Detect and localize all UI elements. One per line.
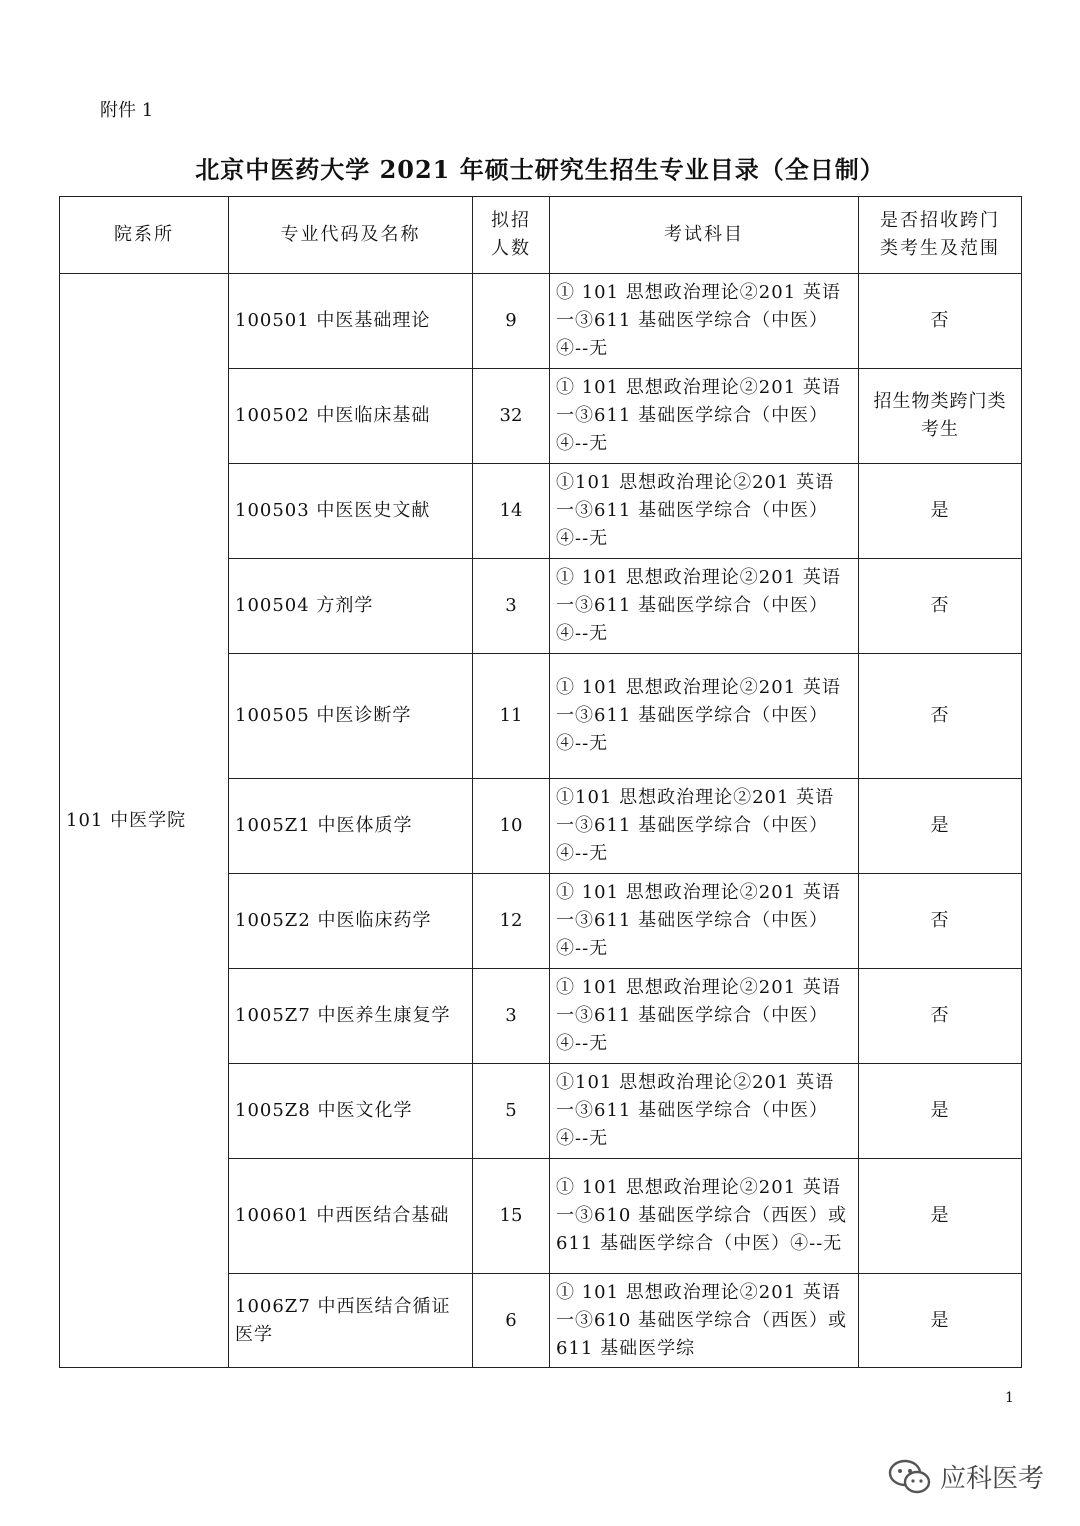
catalog-table xyxy=(59,196,1022,1368)
wechat-icon xyxy=(888,1459,932,1495)
page-number: 1 xyxy=(1005,1390,1014,1406)
cross-cell: 是 xyxy=(859,1064,1022,1159)
cross-cell: 是 xyxy=(859,1274,1022,1368)
quota-cell: 32 xyxy=(473,369,550,464)
cross-cell: 否 xyxy=(859,654,1022,779)
header-cross-line1: 是否招收跨门 xyxy=(880,210,1000,231)
quota-cell: 12 xyxy=(473,874,550,969)
header-subjects: 考试科目 xyxy=(550,197,859,274)
header-dept: 院系所 xyxy=(60,197,229,274)
cross-cell: 招生物类跨门类考生 xyxy=(859,369,1022,464)
major-cell: 100502 中医临床基础 xyxy=(229,369,473,464)
subjects-cell: ① 101 思想政治理论②201 英语一③611 基础医学综合（中医）④--无 xyxy=(550,559,859,654)
quota-cell: 10 xyxy=(473,779,550,874)
document-title: 北京中医药大学 2021 年硕士研究生招生专业目录（全日制） xyxy=(195,155,885,184)
header-quota-line2: 人数 xyxy=(491,238,531,259)
major-cell: 1005Z1 中医体质学 xyxy=(229,779,473,874)
quota-cell: 3 xyxy=(473,969,550,1064)
quota-cell: 14 xyxy=(473,464,550,559)
cross-cell: 是 xyxy=(859,779,1022,874)
subjects-cell: ① 101 思想政治理论②201 英语一③611 基础医学综合（中医）④--无 xyxy=(550,969,859,1064)
cross-cell: 否 xyxy=(859,969,1022,1064)
header-major: 专业代码及名称 xyxy=(229,197,473,274)
major-cell: 100503 中医医史文献 xyxy=(229,464,473,559)
watermark xyxy=(888,1458,1044,1495)
subjects-cell: ① 101 思想政治理论②201 英语一③611 基础医学综合（中医）④--无 xyxy=(550,369,859,464)
subjects-cell: ①101 思想政治理论②201 英语一③611 基础医学综合（中医）④--无 xyxy=(550,464,859,559)
table-header-row xyxy=(60,197,1022,274)
major-cell: 100505 中医诊断学 xyxy=(229,654,473,779)
header-quota xyxy=(473,197,550,274)
header-cross xyxy=(859,197,1022,274)
subjects-cell: ①101 思想政治理论②201 英语一③611 基础医学综合（中医）④--无 xyxy=(550,1064,859,1159)
major-cell: 1006Z7 中西医结合循证医学 xyxy=(229,1274,473,1368)
major-cell: 1005Z7 中医养生康复学 xyxy=(229,969,473,1064)
dept-cell: 101 中医学院 xyxy=(60,274,229,1368)
major-cell: 100501 中医基础理论 xyxy=(229,274,473,369)
major-cell: 1005Z8 中医文化学 xyxy=(229,1064,473,1159)
subjects-cell: ①101 思想政治理论②201 英语一③611 基础医学综合（中医）④--无 xyxy=(550,779,859,874)
major-cell: 100601 中西医结合基础 xyxy=(229,1159,473,1274)
major-cell: 100504 方剂学 xyxy=(229,559,473,654)
subjects-cell: ① 101 思想政治理论②201 英语一③610 基础医学综合（西医）或 611 基础医学综 xyxy=(550,1274,859,1368)
major-cell: 1005Z2 中医临床药学 xyxy=(229,874,473,969)
quota-cell: 9 xyxy=(473,274,550,369)
attachment-label: 附件 1 xyxy=(100,100,154,121)
quota-cell: 6 xyxy=(473,1274,550,1368)
header-quota-line1: 拟招 xyxy=(491,210,531,231)
header-cross-line2: 类考生及范围 xyxy=(880,238,1000,259)
quota-cell: 5 xyxy=(473,1064,550,1159)
subjects-cell: ① 101 思想政治理论②201 英语一③610 基础医学综合（西医）或 611 基础医学综合（中医）④--无 xyxy=(550,1159,859,1274)
cross-cell: 是 xyxy=(859,464,1022,559)
cross-cell: 否 xyxy=(859,874,1022,969)
cross-cell: 是 xyxy=(859,1159,1022,1274)
table-row xyxy=(60,274,1022,369)
subjects-cell: ① 101 思想政治理论②201 英语一③611 基础医学综合（中医）④--无 xyxy=(550,874,859,969)
subjects-cell: ① 101 思想政治理论②201 英语一③611 基础医学综合（中医）④--无 xyxy=(550,274,859,369)
cross-cell: 否 xyxy=(859,559,1022,654)
cross-cell: 否 xyxy=(859,274,1022,369)
quota-cell: 3 xyxy=(473,559,550,654)
watermark-text: 应科医考 xyxy=(940,1464,1045,1494)
quota-cell: 11 xyxy=(473,654,550,779)
quota-cell: 15 xyxy=(473,1159,550,1274)
subjects-cell: ① 101 思想政治理论②201 英语一③611 基础医学综合（中医）④--无 xyxy=(550,654,859,779)
